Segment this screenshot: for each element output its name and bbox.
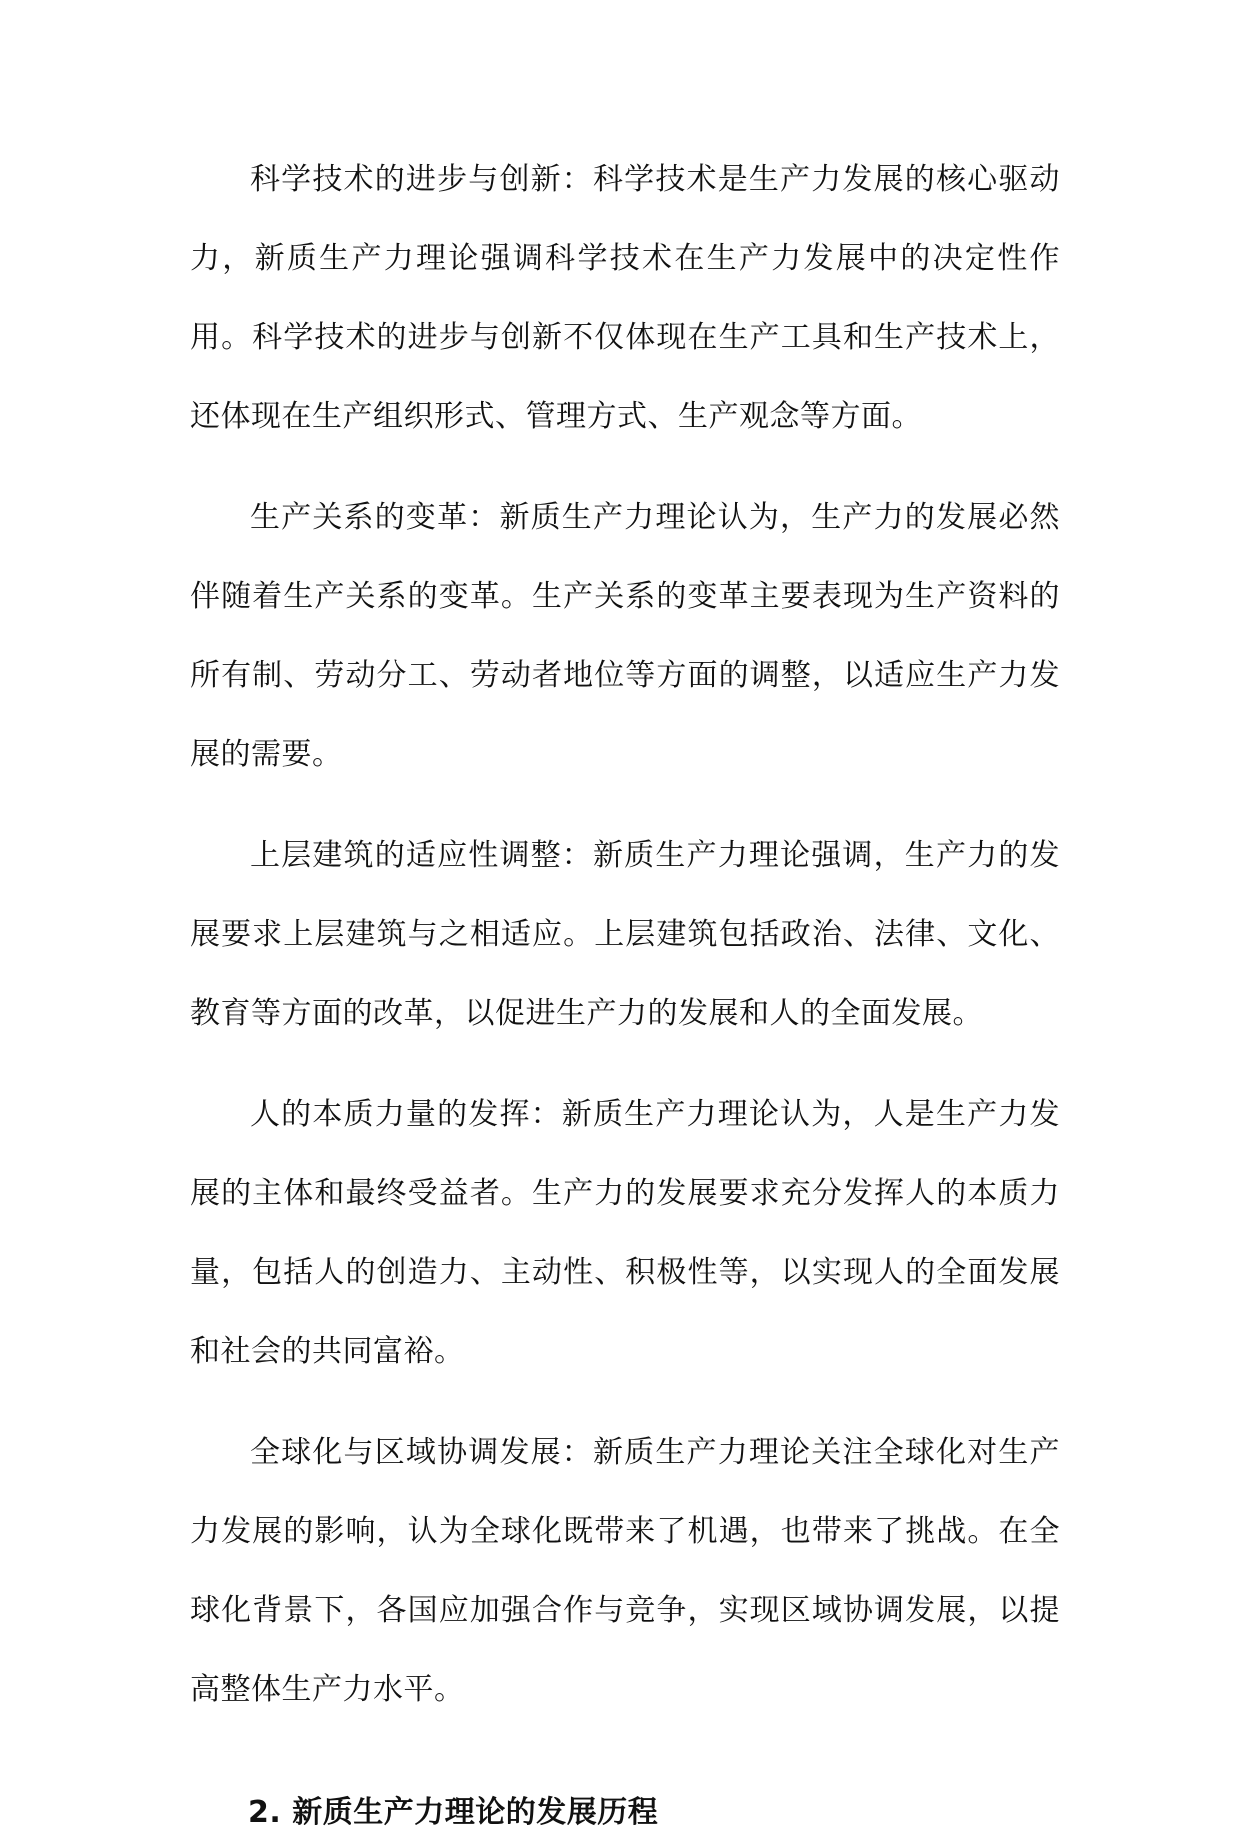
paragraph-human-essence: 人的本质力量的发挥：新质生产力理论认为，人是生产力发展的主体和最终受益者。生产力的发展要求充分发挥人的本质力量，包括人的创造力、主动性、积极性等，以实现人的全面发展和社会的共同富裕。 bbox=[190, 1097, 1060, 1369]
paragraph-production-relations: 生产关系的变革：新质生产力理论认为，生产力的发展必然伴随着生产关系的变革。生产关系的变革主要表现为生产资料的所有制、劳动分工、劳动者地位等方面的调整，以适应生产力发展的需要。 bbox=[190, 500, 1060, 772]
paragraph-globalization: 全球化与区域协调发展：新质生产力理论关注全球化对生产力发展的影响，认为全球化既带来了机遇，也带来了挑战。在全球化背景下，各国应加强合作与竞争，实现区域协调发展，以提高整体生产力水平。 bbox=[190, 1435, 1060, 1707]
paragraph-science-technology: 科学技术的进步与创新：科学技术是生产力发展的核心驱动力，新质生产力理论强调科学技术在生产力发展中的决定性作用。科学技术的进步与创新不仅体现在生产工具和生产技术上，还体现在生产组织形式、管理方式、生产观念等方面。 bbox=[190, 162, 1060, 434]
paragraph-superstructure: 上层建筑的适应性调整：新质生产力理论强调，生产力的发展要求上层建筑与之相适应。上层建筑包括政治、法律、文化、教育等方面的改革，以促进生产力的发展和人的全面发展。 bbox=[190, 838, 1060, 1031]
document-body bbox=[190, 140, 1060, 1843]
section-heading: 2. 新质生产力理论的发展历程 bbox=[248, 1795, 659, 1830]
